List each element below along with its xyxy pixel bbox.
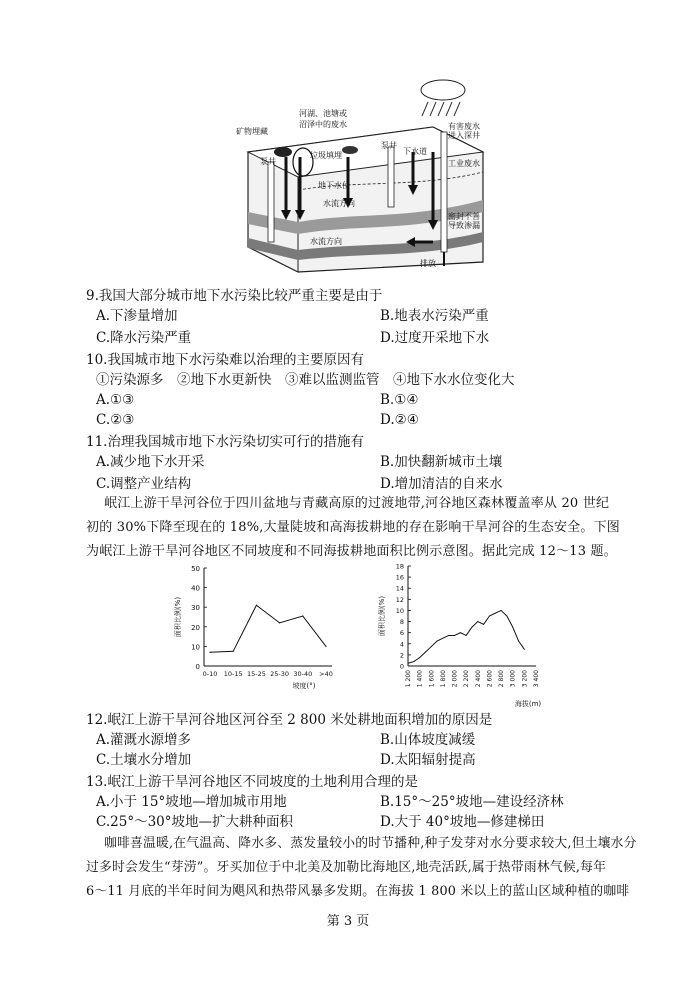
x-tick-label: 25-30 (270, 670, 290, 678)
y-tick-label: 10 (395, 606, 404, 615)
x-tick-label: 1 600 (428, 670, 436, 688)
y-tick-label: 6 (399, 629, 404, 638)
x-tick-label: 1 800 (439, 670, 447, 688)
data-point (512, 627, 513, 628)
slope-area-chart (170, 560, 350, 700)
y-tick-label: 16 (395, 573, 404, 582)
q11-option-a[interactable]: A.减少地下水开采 (96, 454, 205, 470)
data-point (454, 635, 455, 636)
q11-option-c[interactable]: C.调整产业结构 (96, 476, 192, 492)
data-point (466, 635, 467, 636)
data-point (408, 663, 409, 664)
passage-2-line-1: 咖啡喜温暖,在气温高、降水多、蒸发量较小的时节播种,种子发芽对水分要求较大,但土壤水分 (104, 836, 637, 851)
data-point (442, 638, 443, 639)
data-point (477, 621, 478, 622)
q10-option-a[interactable]: A.①③ (96, 392, 135, 408)
page-number: 第 3 页 (326, 914, 370, 929)
passage-2-line-3: 6～11 月底的半年时间为飓风和热带风暴多发期。在海拔 1 800 米以上的蓝山区域种植的咖啡 (86, 884, 630, 899)
passage-2-line-2: 过多时会发生“芽涝”。牙买加位于中北美及加勒比海地区,地壳活跃,属于热带雨林气候,每年 (86, 860, 607, 875)
data-point (279, 622, 280, 623)
data-point (437, 641, 438, 642)
label-flow-1: 水流方向 (323, 199, 355, 208)
x-tick-label: 2 200 (463, 670, 471, 688)
data-point (472, 627, 473, 628)
data-point (489, 616, 490, 617)
data-point (413, 661, 414, 662)
y-tick-label: 10 (191, 643, 200, 652)
data-point (256, 605, 257, 606)
x-tick-label: 2 800 (498, 670, 506, 688)
y-axis-label: 面积比例(%) (378, 595, 386, 637)
q11-stem: 11.治理我国城市地下水污染切实可行的措施有 (86, 434, 364, 450)
x-tick-label: 3 000 (509, 670, 517, 688)
data-point (233, 651, 234, 652)
x-tick-label: 1 400 (416, 670, 424, 688)
q9-stem: 9.我国大部分城市地下水污染比较严重主要是由于 (86, 288, 383, 304)
q11-option-d[interactable]: D.增加清洁的自来水 (380, 476, 503, 492)
y-axis-label: 面积比例(%) (174, 596, 182, 638)
x-tick-label: 2 400 (474, 670, 482, 688)
q9-option-c[interactable]: C.降水污染严重 (96, 330, 192, 346)
data-point (425, 652, 426, 653)
data-point (495, 613, 496, 614)
passage-1-line-1: 岷江上游干旱河谷位于四川盆地与青藏高原的过渡地带,河谷地区森林覆盖率从 20 世纪 (104, 496, 610, 511)
q10-option-d[interactable]: D.②④ (380, 412, 419, 428)
q12-option-a[interactable]: A.灌溉水源增多 (96, 732, 192, 748)
altitude-area-chart (374, 560, 554, 710)
q9-option-d[interactable]: D.过度开采地下水 (380, 330, 490, 346)
q9-option-b[interactable]: B.地表水污染严重 (380, 308, 489, 324)
y-tick-label: 8 (399, 618, 404, 627)
label-flow-2: 水流方向 (310, 237, 342, 246)
label-discharge: 排放 (420, 259, 436, 268)
label-well-mid: 泵井 (381, 141, 397, 150)
data-point (419, 657, 420, 658)
data-point (506, 616, 507, 617)
q12-stem: 12.岷江上游干旱河谷地区河谷至 2 800 米处耕地面积增加的原因是 (86, 712, 493, 728)
q12-option-c[interactable]: C.土壤水分增加 (96, 752, 192, 768)
data-point (325, 646, 326, 647)
y-tick-label: 0 (195, 663, 200, 671)
q12-option-b[interactable]: B.山体坡度减缓 (380, 732, 476, 748)
data-point (448, 635, 449, 636)
label-water-table: 地下水位 (318, 181, 350, 190)
q11-option-b[interactable]: B.加快翻新城市土壤 (380, 454, 503, 470)
data-point (483, 624, 484, 625)
passage-1-line-2: 初的 30%下降至现在的 18%,大量陡坡和高海拔耕地的存在影响干旱河谷的生态安全。下图 (86, 520, 620, 535)
q13-option-a[interactable]: A.小于 15°坡地—增加城市用地 (96, 794, 287, 810)
q13-stem: 13.岷江上游干旱河谷地区不同坡度的土地利用合理的是 (86, 774, 418, 790)
q12-option-d[interactable]: D.太阳辐射提高 (380, 752, 476, 768)
data-point (302, 615, 303, 616)
q9-option-a[interactable]: A.下渗量增加 (96, 308, 178, 324)
y-tick-label: 12 (395, 595, 404, 604)
label-landfill: 垃圾填埋 (310, 151, 342, 160)
y-tick-label: 0 (399, 662, 404, 671)
y-tick-label: 18 (395, 562, 404, 571)
x-tick-label: 30-40 (293, 670, 313, 678)
x-tick-label: 10-15 (223, 670, 243, 678)
x-tick-label: 3 400 (533, 670, 540, 688)
data-point (209, 652, 210, 653)
q13-option-c[interactable]: C.25°～30°坡地—扩大耕种面积 (96, 814, 293, 830)
x-tick-label: 2 600 (486, 670, 494, 688)
y-tick-label: 14 (395, 584, 404, 593)
data-point (518, 641, 519, 642)
label-industry: 工业废水 (448, 159, 480, 168)
x-tick-label: >40 (319, 670, 333, 678)
label-lake: 河湖、池塘或 沼泽中的废水 (299, 109, 347, 129)
y-tick-label: 50 (191, 565, 200, 573)
y-tick-label: 4 (399, 640, 404, 649)
x-tick-label: 15-25 (246, 670, 266, 678)
x-tick-label: 2 000 (451, 670, 459, 688)
q10-sub: ①污染源多 ②地下水更新快 ③难以监测监管 ④地下水水位变化大 (96, 372, 515, 388)
q10-option-b[interactable]: B.①④ (380, 392, 419, 408)
groundwater-pollution-diagram (238, 72, 498, 274)
y-tick-label: 30 (191, 604, 200, 613)
x-tick-label: 3 200 (521, 670, 529, 688)
label-well-left: 泵井 (260, 157, 276, 166)
data-point (460, 632, 461, 633)
label-toxic: 有害废水 进入深井 (448, 122, 480, 140)
label-mineral: 矿物埋藏 (236, 127, 268, 136)
x-tick-label: 1 200 (405, 670, 412, 688)
passage-1-line-3: 为岷江上游干旱河谷地区不同坡度和不同海拔耕地面积比例示意图。据此完成 12～13 题。 (86, 544, 617, 559)
series-line (408, 610, 524, 663)
data-point (501, 610, 502, 611)
x-tick-label: 0-10 (202, 670, 218, 678)
label-seal: 密封不善 导致渗漏 (448, 212, 480, 230)
q13-option-b[interactable]: B.15°～25°坡地—建设经济林 (380, 794, 564, 810)
q10-option-c[interactable]: C.②③ (96, 412, 135, 428)
label-sewer: 下水道 (403, 147, 427, 156)
q10-stem: 10.我国城市地下水污染难以治理的主要原因有 (86, 352, 364, 368)
y-tick-label: 20 (191, 623, 200, 632)
data-point (431, 646, 432, 647)
data-point (524, 649, 525, 650)
x-axis-label: 海拔(m) (514, 700, 542, 708)
x-axis-label: 坡度(°) (292, 682, 316, 690)
series-line (210, 605, 326, 652)
q13-option-d[interactable]: D.大于 40°坡地—修建梯田 (380, 814, 545, 830)
y-tick-label: 2 (399, 651, 404, 660)
y-tick-label: 40 (191, 584, 200, 593)
